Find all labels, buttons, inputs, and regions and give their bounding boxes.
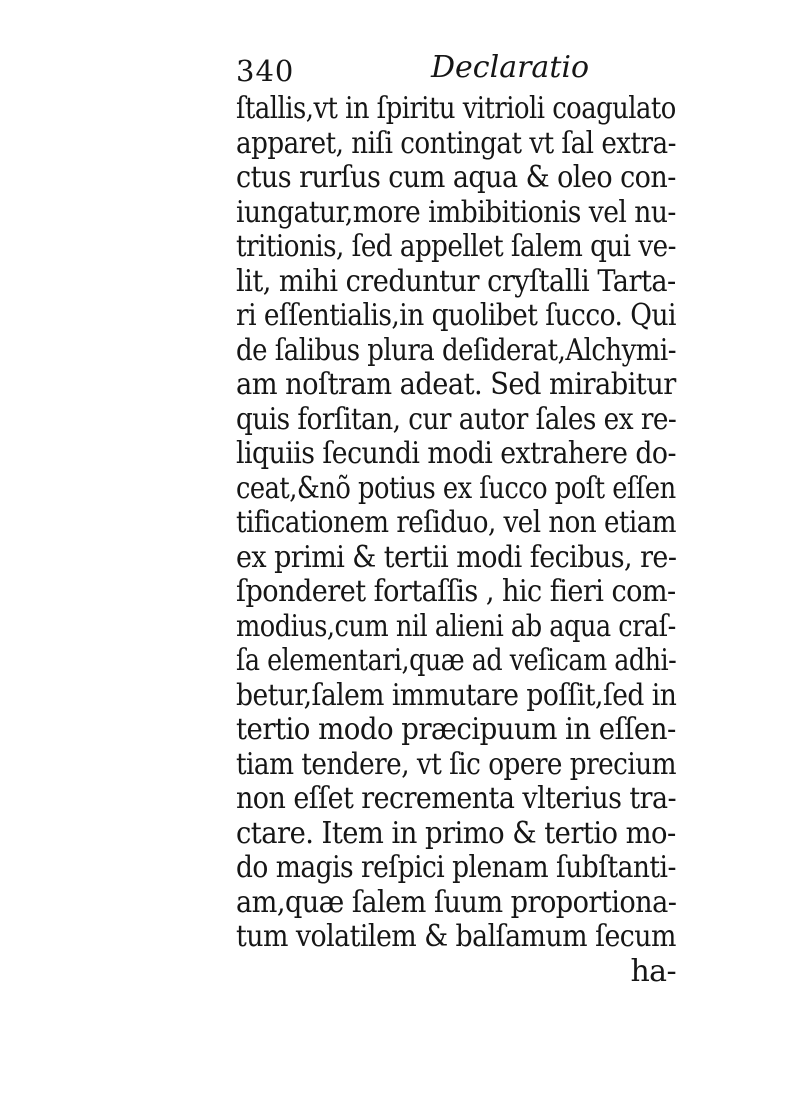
page-header (236, 48, 676, 92)
page-number: 340 (236, 54, 295, 88)
text-line: ceat,&nõ potius ex ſucco poſt eſſen (236, 470, 676, 506)
text-line: ſponderet fortaſſis , hic fieri com- (236, 574, 676, 609)
text-line: ex primi & tertii modi fecibus, re- (236, 539, 677, 575)
text-line: lit, mihi creduntur cryſtalli Tarta- (236, 263, 676, 299)
text-line: liquiis ſecundi modi extrahere do- (236, 436, 676, 471)
text-line: apparet, niſi contingat vt ſal extra- (236, 125, 676, 161)
text-line: iungatur,more imbibitionis vel nu- (236, 194, 676, 230)
text-line: tiam tendere, vt ſic opere precium (236, 746, 677, 782)
text-line: tum volatilem & balſamum ſecum (236, 919, 676, 954)
body-text (236, 92, 676, 989)
text-line: betur,ſalem immutare poſſit,ſed in (236, 677, 677, 713)
text-line: ri eſſentialis,in quolibet ſucco. Qui (236, 298, 676, 333)
text-line: do magis reſpici plenam ſubſtanti- (236, 850, 676, 885)
catchword: ha- (630, 953, 676, 989)
text-line: non eſſet recrementa vlterius tra- (236, 781, 677, 816)
text-line: modius,cum nil alieni ab aqua craſ- (236, 608, 676, 644)
running-title: Declaratio (431, 50, 590, 85)
text-line: tertio modo præcipuum in eſſen- (236, 712, 676, 747)
text-line: ctare. Item in primo & tertio mo- (236, 815, 676, 851)
text-line: ctus rurſus cum aqua & oleo con- (236, 160, 676, 195)
text-line: am,quæ ſalem ſuum proportiona- (236, 884, 677, 920)
text-line: am noſtram adeat. Sed mirabitur (236, 367, 676, 402)
text-line: quis forſitan, cur autor ſales ex re- (236, 401, 677, 437)
text-line: tritionis, ſed appellet ſalem qui ve- (236, 229, 676, 264)
text-line: de ſalibus plura deſiderat,Alchymi- (236, 332, 676, 368)
text-line: ſtallis,vt in ſpiritu vitrioli coagulato (236, 91, 676, 126)
text-line: ſa elementari,quæ ad veſicam adhi- (236, 643, 677, 678)
text-line: tificationem reſiduo, vel non etiam (236, 505, 677, 540)
